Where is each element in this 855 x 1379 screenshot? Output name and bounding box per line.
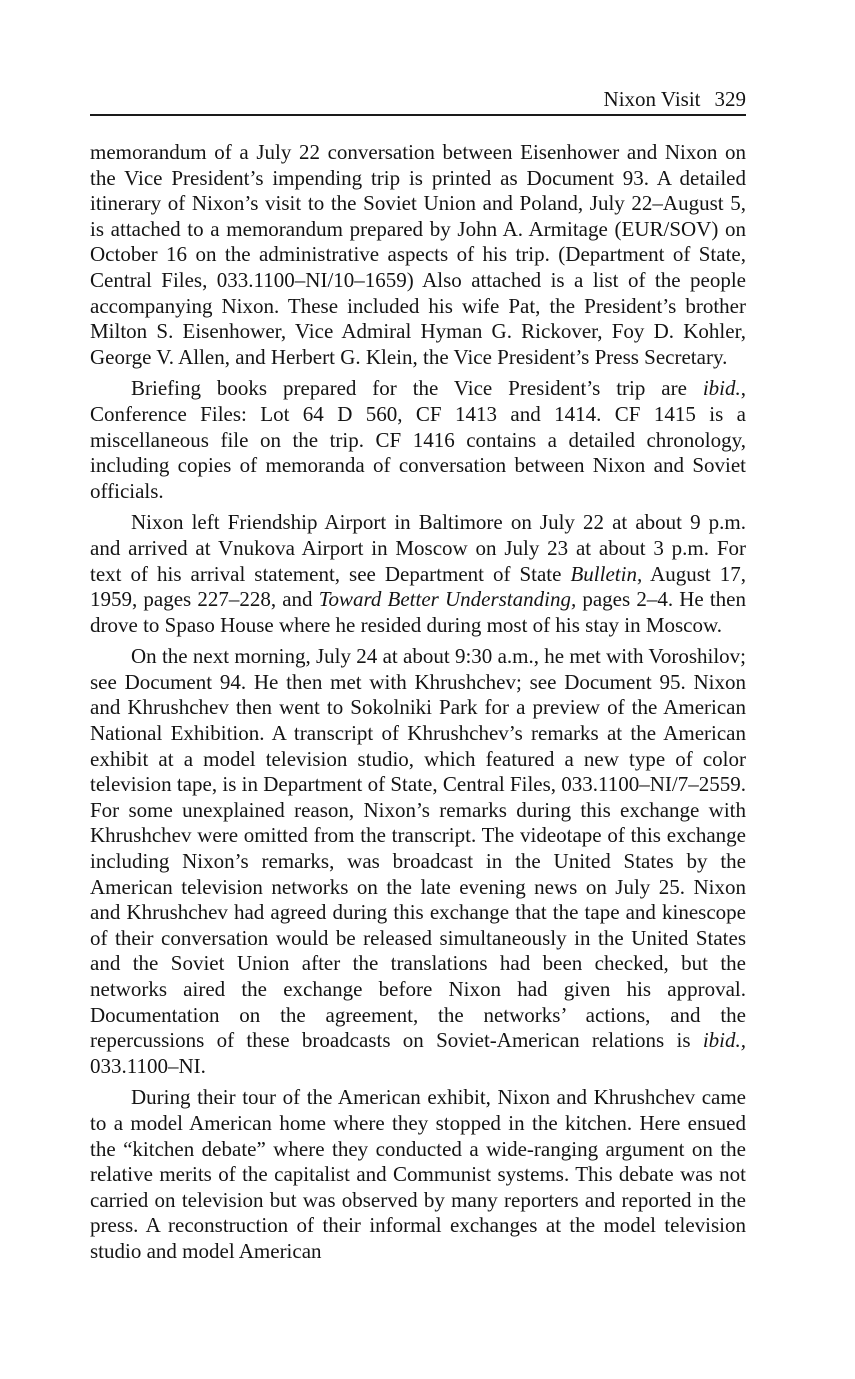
paragraph-text: Nixon left Friendship Airport in Baltimore on July 22 at about 9 p.m. and arrived at Vnukova Airport in Moscow on July 23 at about 3 p.m. For text of his arrival statement, see Department of State [90,510,746,586]
running-title: Nixon Visit [603,87,701,111]
header-line [604,86,746,112]
page-number: 329 [714,87,746,111]
paragraph-text: Briefing books prepared for the Vice President’s trip are [131,376,703,401]
paragraph-text: pages 2–4. He then drove to Spaso House where he resided during most of his stay in Moscow. [90,587,746,637]
paragraph-text: memorandum of a July 22 conversation between Eisenhower and Nixon on the Vice President’s impending trip is printed as Document 93. A detailed itinerary of Nixon’s visit to the Soviet Union and Poland, July 22–August 5, is attached to a memorandum prepared by John A. Armitage (EUR/SOV) on October 16 on the administrative aspects of his trip. (Department of State, Central Files, 033.1100–NI/10–1659) Also attached is a list of the people accompanying Nixon. These included his wife Pat, the President’s brother Milton S. Eisenhower, Vice Admiral Hyman G. Rickover, Foy D. Kohler, George V. Allen, and Herbert G. Klein, the Vice President’s Press Secretary. [90,140,746,369]
italic-citation: ibid., [702,1028,746,1053]
paragraph-briefing-books [90,376,746,504]
paragraph-text: 033.1100–NI. [90,1053,206,1078]
italic-citation: Bulletin, [570,561,643,586]
paragraph-arrival [90,510,746,638]
paragraph-meetings [90,644,746,1079]
paragraph-text: , Conference Files: Lot 64 D 560, CF 1413 and 1414. CF 1415 is a miscellaneous file on the trip. CF 1416 contains a detailed chronology, including copies of memoranda of conversation between Nixon and Soviet officials. [90,376,746,503]
paragraph-text: During their tour of the American exhibit, Nixon and Khrushchev came to a model American home where they stopped in the kitchen. Here ensued the “kitchen debate” where they conducted a wide-ranging argument on the relative merits of the capitalist and Communist systems. This debate was not carried on television but was observed by many reporters and reported in the press. A reconstruction of their informal exchanges at the model television studio and model American [90,1085,746,1263]
paragraph-kitchen-debate [90,1085,746,1264]
italic-citation: Toward Better Understanding, [318,587,577,612]
document-body [90,140,746,1271]
paragraph-text: August 17, 1959, pages 227–228, and [90,561,747,612]
running-header [90,86,746,116]
paragraph-continued [90,140,746,370]
italic-citation: ibid. [702,376,741,401]
paragraph-text: On the next morning, July 24 at about 9:30 a.m., he met with Voroshilov; see Document 94. He then met with Khrushchev; see Document 95. Nixon and Khrushchev then went to Sokolniki Park for a preview of the American National Exhibition. A transcript of Khrushchev’s remarks at the American exhibit at a model television studio, which featured a new type of color television tape, is in Department of State, Central Files, 033.1100–NI/7–2559. For some unexplained reason, Nixon’s remarks during this exchange with Khrushchev were omitted from the transcript. The videotape of this exchange including Nixon’s remarks, was broadcast in the United States by the American television networks on the late evening news on July 25. Nixon and Khrushchev had agreed during this exchange that the tape and kinescope of their conversation would be released simultaneously in the United States and the Soviet Union after the translations had been checked, but the networks aired the exchange before Nixon had given his approval. Documentation on the agreement, the networks’ actions, and the repercussions of these broadcasts on Soviet-American relations is [90,644,746,1053]
